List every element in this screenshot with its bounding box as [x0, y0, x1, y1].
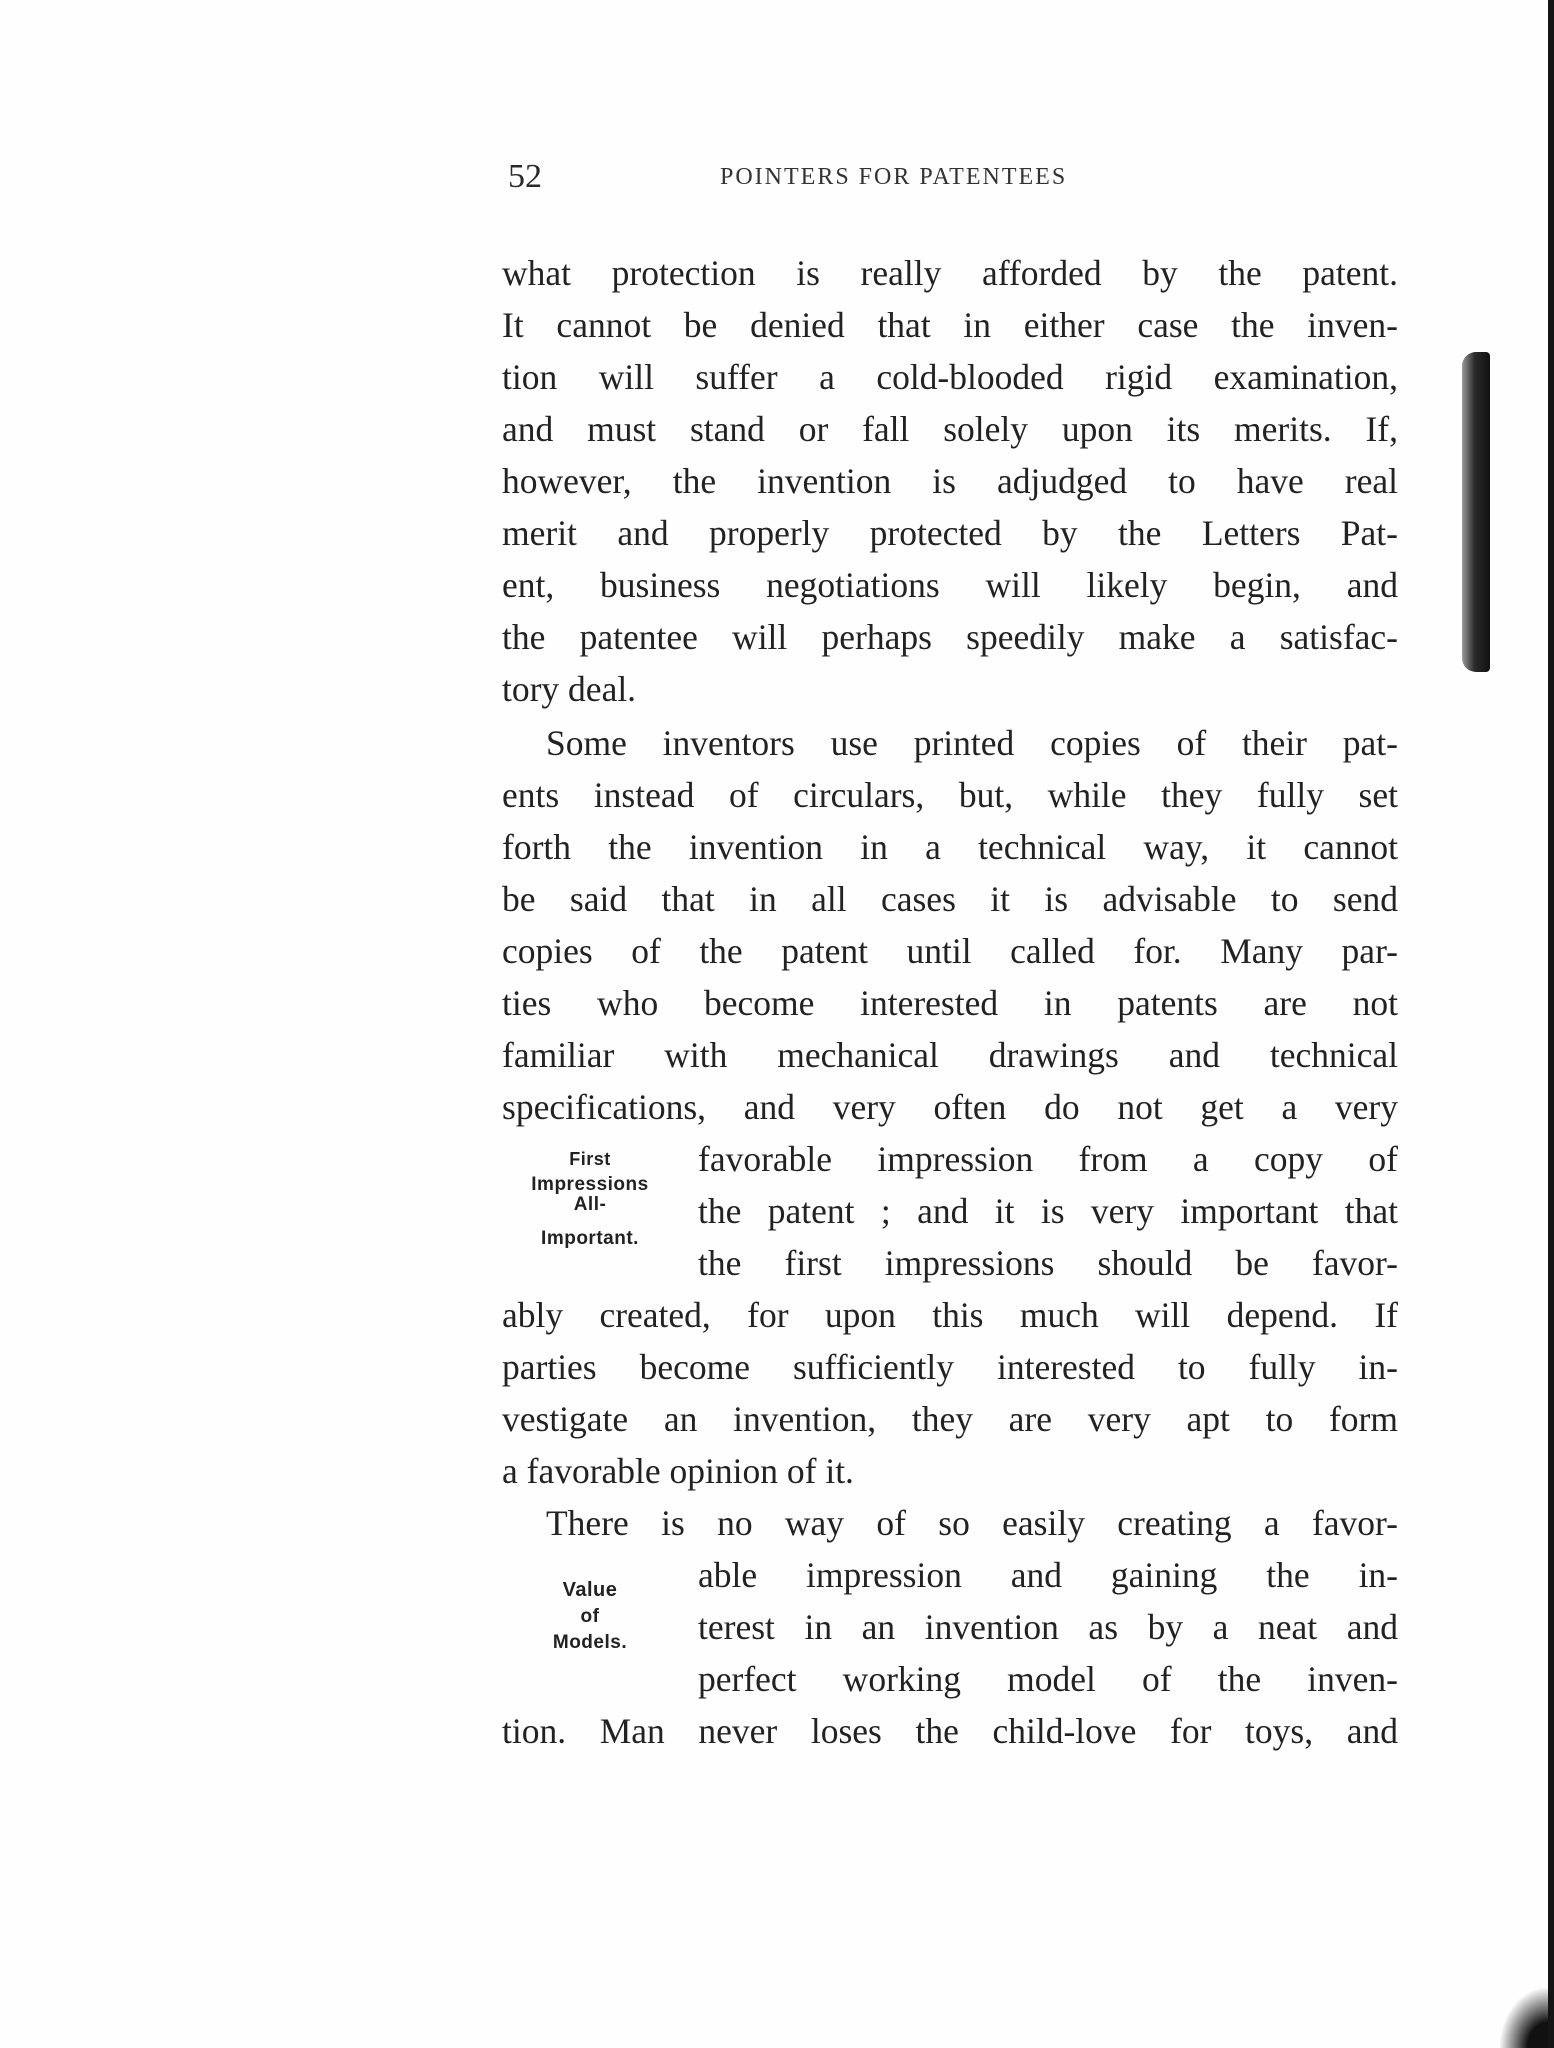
text-line: familiar with mechanical drawings and technical	[502, 1035, 1398, 1075]
page-number: 52	[508, 158, 542, 195]
text-line: tion. Man never loses the child-love for toys, and	[502, 1711, 1398, 1751]
sidenote-value-of-models	[530, 1580, 650, 1653]
sidenote-line: First	[569, 1149, 611, 1169]
text-line: favorable impression from a copy of	[698, 1139, 1398, 1179]
text-line: forth the invention in a technical way, it cannot	[502, 827, 1398, 867]
text-line: There is no way of so easily creating a favor-	[546, 1503, 1398, 1543]
sidenote-line: Value	[562, 1579, 618, 1601]
text-line: a favorable opinion of it.	[502, 1451, 854, 1491]
text-line: merit and properly protected by the Letters Pat-	[502, 513, 1398, 553]
text-line: tion will suffer a cold-blooded rigid examination,	[502, 357, 1398, 397]
text-line: terest in an invention as by a neat and	[698, 1607, 1398, 1647]
text-line: specifications, and very often do not get a very	[502, 1087, 1398, 1127]
text-line: ably created, for upon this much will depend. If	[502, 1295, 1398, 1335]
text-line: be said that in all cases it is advisable to send	[502, 879, 1398, 919]
text-line: perfect working model of the inven-	[698, 1659, 1398, 1699]
running-head: POINTERS FOR PATENTEES	[720, 164, 1068, 190]
text-line: tory deal.	[502, 669, 637, 709]
text-line: the patent ; and it is very important that	[698, 1191, 1398, 1231]
text-line: ent, business negotiations will likely begin, and	[502, 565, 1398, 605]
text-line: however, the invention is adjudged to have real	[502, 461, 1398, 501]
sidenote-line: All-	[573, 1193, 607, 1215]
sidenote-first-impressions	[506, 1150, 674, 1249]
sidenote-line: Models.	[552, 1631, 628, 1653]
text-line: and must stand or fall solely upon its merits. If,	[502, 409, 1398, 449]
scan-page-edge	[1548, 0, 1554, 2048]
sidenote-line: of	[580, 1606, 600, 1627]
scan-binding-shadow	[1462, 352, 1490, 672]
sidenote-line: Important.	[541, 1227, 639, 1249]
text-line: ties who become interested in patents are not	[502, 983, 1398, 1023]
text-line: It cannot be denied that in either case the inven-	[502, 305, 1398, 345]
page-header	[508, 158, 1188, 198]
text-line: the patentee will perhaps speedily make a satisfac-	[502, 617, 1398, 657]
text-line: Some inventors use printed copies of their pat-	[546, 723, 1398, 763]
text-line: ents instead of circulars, but, while they fully set	[502, 775, 1398, 815]
sidenote-line: Impressions	[531, 1173, 649, 1195]
scan-corner-shadow	[1500, 1988, 1548, 2048]
text-line: the first impressions should be favor-	[698, 1243, 1398, 1283]
text-line: able impression and gaining the in-	[698, 1555, 1398, 1595]
text-line: what protection is really afforded by the patent.	[502, 253, 1398, 293]
text-line: copies of the patent until called for. Many par-	[502, 931, 1398, 971]
text-line: parties become sufficiently interested to fully in-	[502, 1347, 1398, 1387]
text-line: vestigate an invention, they are very apt to form	[502, 1399, 1398, 1439]
